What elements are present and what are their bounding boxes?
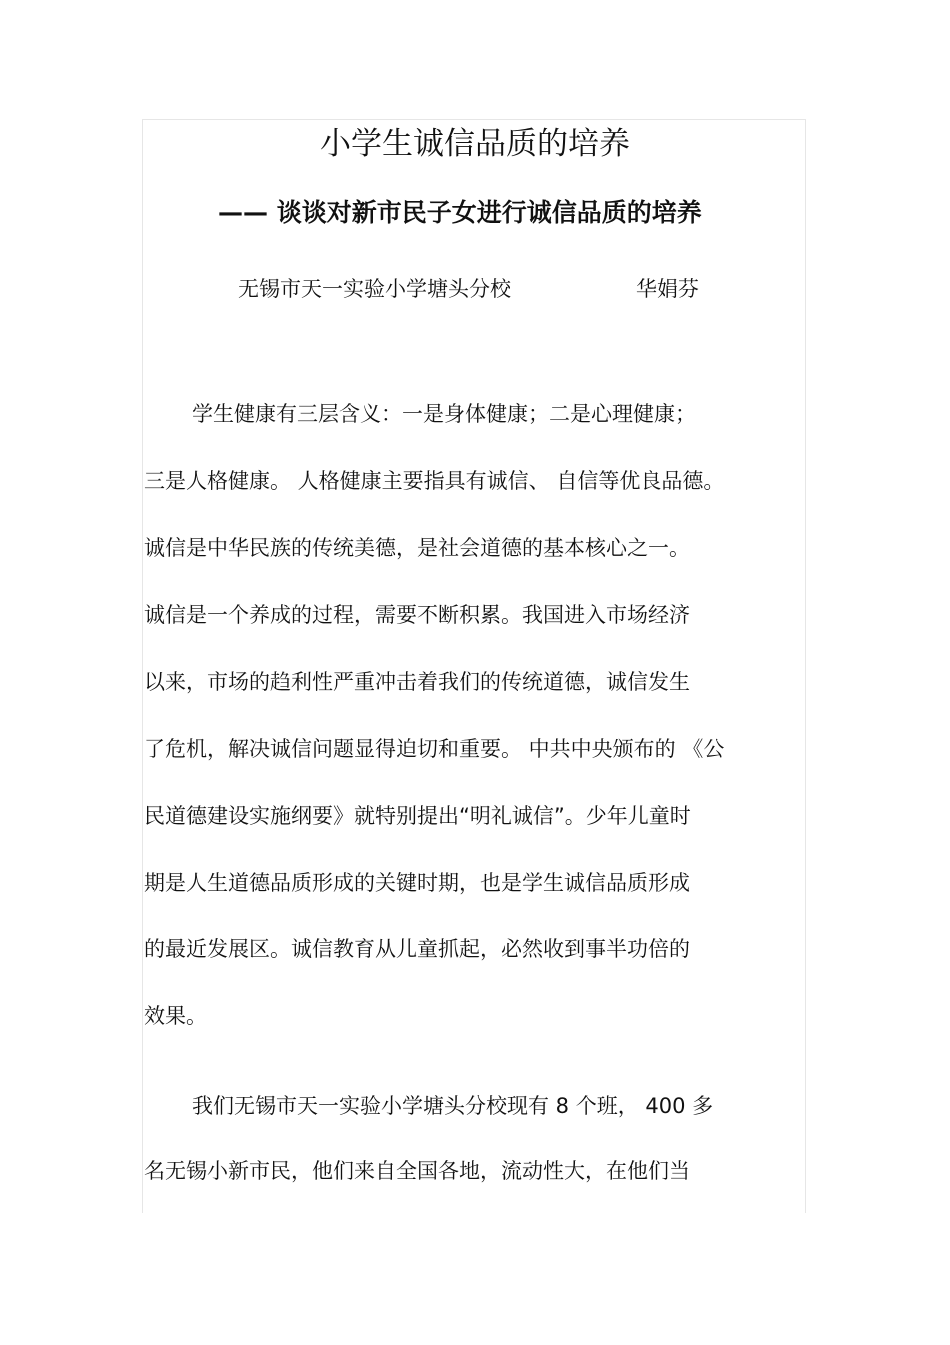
paragraph-line: 诚信是中华民族的传统美德，是社会道德的基本核心之一。	[144, 536, 690, 560]
document-title: 小学生诚信品质的培养	[320, 126, 630, 162]
paragraph-line: 了危机，解决诚信问题显得迫切和重要。 中共中央颁布的 《公	[144, 737, 725, 761]
paragraph-line: 期是人生道德品质形成的关键时期，也是学生诚信品质形成	[144, 871, 690, 895]
byline-author: 华娟芬	[636, 277, 699, 301]
paragraph-line: 学生健康有三层含义：一是身体健康；二是心理健康；	[192, 402, 696, 426]
paragraph-line: 诚信是一个养成的过程，需要不断积累。我国进入市场经济	[144, 603, 690, 627]
paragraph-line: 的最近发展区。诚信教育从儿童抓起，必然收到事半功倍的	[144, 937, 690, 961]
paragraph-line: 以来，市场的趋利性严重冲击着我们的传统道德，诚信发生	[144, 670, 690, 694]
document-subtitle: —— 谈谈对新市民子女进行诚信品质的培养	[218, 198, 702, 227]
paragraph-line: 民道德建设实施纲要》就特别提出“明礼诚信”。少年儿童时	[144, 804, 691, 828]
paragraph-line: 效果。	[144, 1004, 207, 1028]
paragraph-line: 三是人格健康。 人格健康主要指具有诚信、 自信等优良品德。	[144, 469, 725, 493]
paragraph-line: 名无锡小新市民，他们来自全国各地，流动性大，在他们当	[144, 1159, 690, 1183]
paragraph-line: 我们无锡市天一实验小学塘头分校现有 8 个班， 400 多	[192, 1094, 714, 1118]
byline-school: 无锡市天一实验小学塘头分校	[238, 277, 511, 301]
